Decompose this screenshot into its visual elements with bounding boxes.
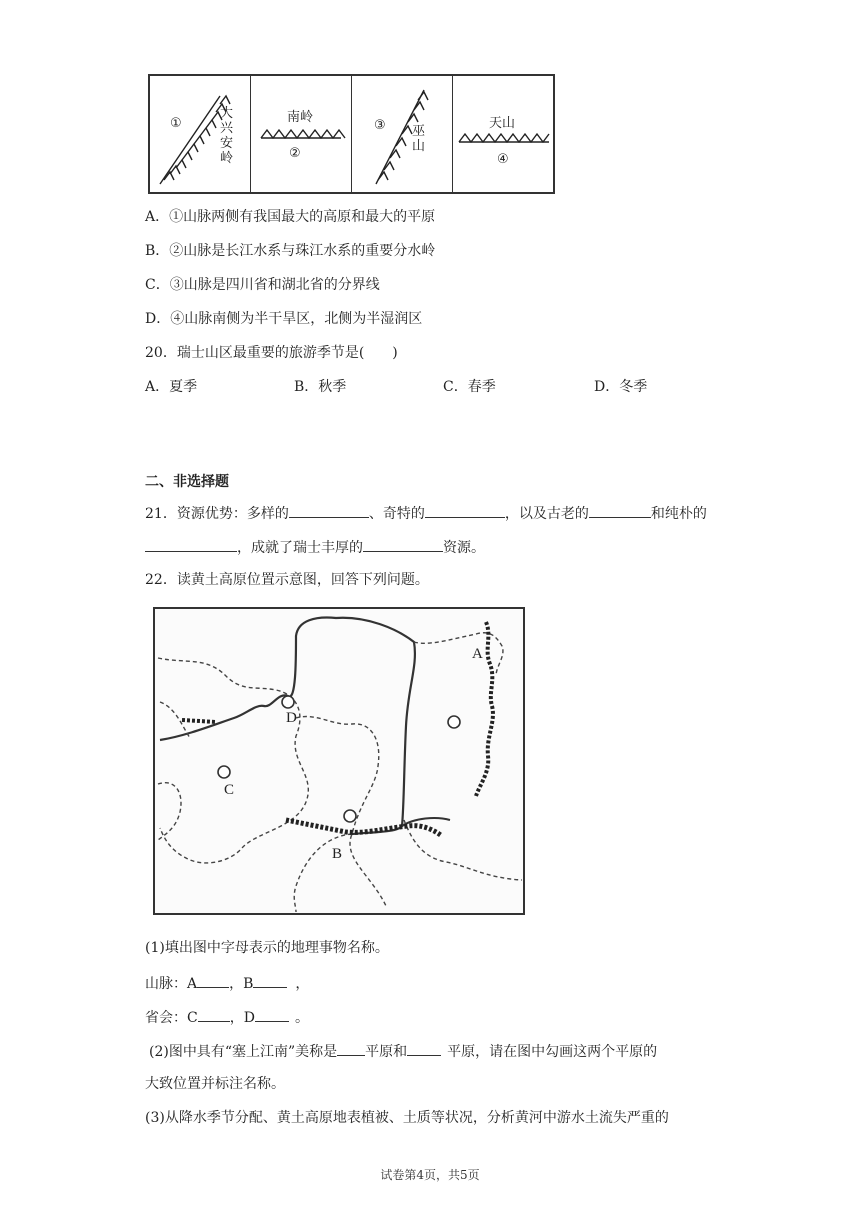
q21-blank-5[interactable] xyxy=(363,536,443,552)
mountain-name-2: 南岭 xyxy=(287,110,314,125)
mountain-symbol-4 xyxy=(453,76,553,190)
q21-blank-4[interactable] xyxy=(145,536,237,552)
q21-blank-2[interactable] xyxy=(425,502,505,518)
mountains-prefix: 山脉：A xyxy=(145,976,198,992)
q22-sub2-line2: 大致位置并标注名称。 xyxy=(145,1076,285,1092)
page-footer: 试卷第4页，共5页 xyxy=(380,1168,480,1182)
mountain-diagram xyxy=(148,74,555,194)
mountain-number-3: ③ xyxy=(374,118,386,133)
q22-sub1: (1)填出图中字母表示的地理事物名称。 xyxy=(145,940,389,956)
q19-option-c: C．③山脉是四川省和湖北省的分界线 xyxy=(145,277,380,293)
map-label-c: C xyxy=(224,782,235,798)
mountain-name-3: 巫山 xyxy=(412,124,426,154)
q21-text-2: 、奇特的 xyxy=(368,506,425,522)
capital-d-blank[interactable] xyxy=(255,1006,289,1022)
loess-plateau-map xyxy=(146,606,530,926)
mountain-box-3 xyxy=(352,76,453,192)
q20-option-d: D．冬季 xyxy=(594,379,648,395)
city-xian-marker xyxy=(344,810,356,822)
sub2-text-c: 平原，请在图中勾画这两个平原的 xyxy=(447,1044,658,1060)
mountain-box-4 xyxy=(453,76,553,192)
q22-mountains-line xyxy=(145,972,309,994)
capitals-end: 。 xyxy=(294,1010,309,1026)
q21-text-1: 21．资源优势：多样的 xyxy=(145,506,289,522)
mountain-number-2: ② xyxy=(289,146,301,161)
city-taiyuan-marker xyxy=(448,716,460,728)
mountain-b-blank[interactable] xyxy=(253,972,287,988)
city-c-marker xyxy=(218,766,230,778)
capitals-mid: ，D xyxy=(229,1010,255,1026)
mountain-box-2 xyxy=(251,76,352,192)
capital-c-blank[interactable] xyxy=(198,1006,230,1022)
map-label-a: A xyxy=(472,646,483,662)
q22-sub2-line1 xyxy=(149,1040,657,1062)
city-d-marker xyxy=(282,696,294,708)
q19-option-d: D．④山脉南侧为半干旱区，北侧为半湿润区 xyxy=(145,311,423,327)
q21-text-3: ，以及古老的 xyxy=(504,506,589,522)
q21-text-6: 资源。 xyxy=(443,540,485,556)
mountain-number-1: ① xyxy=(170,116,182,131)
mountain-name-1: 大兴安岭 xyxy=(220,106,234,166)
q21-blank-1[interactable] xyxy=(289,502,369,518)
capitals-prefix: 省会：C xyxy=(145,1010,198,1026)
map-label-b: B xyxy=(332,846,343,862)
q22-stem: 22．读黄土高原位置示意图，回答下列问题。 xyxy=(145,572,429,588)
q21-text-4: 和纯朴的 xyxy=(650,506,707,522)
q21-line1 xyxy=(145,502,707,524)
mountain-name-4: 天山 xyxy=(489,116,516,131)
plain-2-blank[interactable] xyxy=(407,1040,441,1056)
mountain-symbol-1 xyxy=(150,76,250,190)
mountain-box-1 xyxy=(150,76,251,192)
q20-option-a: A．夏季 xyxy=(145,379,198,395)
q20-stem: 20．瑞士山区最重要的旅游季节是( ) xyxy=(145,345,398,361)
map-label-d: D xyxy=(286,710,297,726)
q19-option-a: A．①山脉两侧有我国最大的高原和最大的平原 xyxy=(145,209,436,225)
mountain-symbol-2 xyxy=(251,76,351,190)
plain-1-blank[interactable] xyxy=(337,1040,365,1056)
q19-option-b: B．②山脉是长江水系与珠江水系的重要分水岭 xyxy=(145,243,436,259)
mountain-a-blank[interactable] xyxy=(197,972,229,988)
mountain-symbol-3 xyxy=(352,76,452,190)
sub2-text-b: 平原和 xyxy=(365,1044,408,1060)
q20-option-b: B．秋季 xyxy=(294,379,347,395)
q20-option-c: C．春季 xyxy=(443,379,496,395)
mountains-mid: ，B xyxy=(229,976,254,992)
section-title: 二、非选择题 xyxy=(145,474,229,490)
q21-blank-3[interactable] xyxy=(589,502,651,518)
q21-text-5: ，成就了瑞士丰厚的 xyxy=(237,540,363,556)
q22-sub3: (3)从降水季节分配、黄土高原地表植被、土质等状况，分析黄河中游水土流失严重的 xyxy=(145,1110,669,1126)
mountain-number-4: ④ xyxy=(497,152,509,167)
sub2-text-a: (2)图中具有“塞上江南”美称是 xyxy=(149,1044,338,1060)
q21-line2 xyxy=(145,536,485,558)
q22-capitals-line xyxy=(145,1006,309,1028)
mountains-end: ， xyxy=(295,976,310,992)
